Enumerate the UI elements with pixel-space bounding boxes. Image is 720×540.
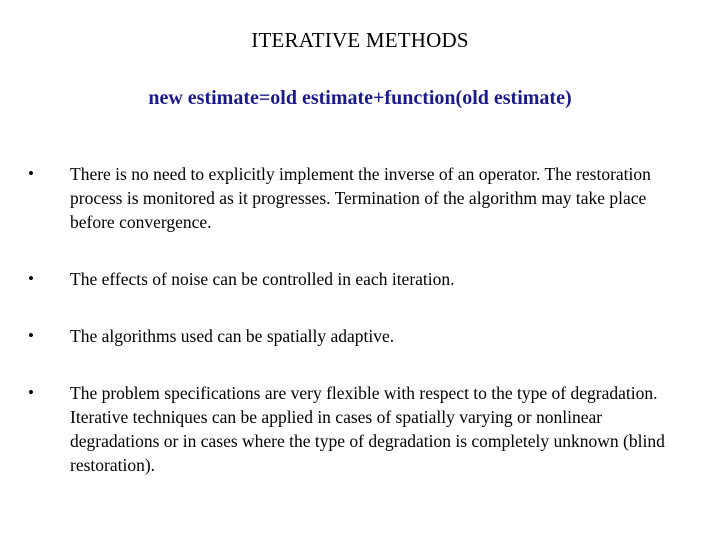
bullet-list (28, 162, 688, 477)
slide-title: ITERATIVE METHODS (251, 28, 469, 52)
bullet-item-no-inverse (28, 162, 688, 234)
bullet-item-spatially-adaptive (28, 324, 688, 348)
bullet-icon: • (28, 326, 34, 345)
update-formula: new estimate=old estimate+function(old estimate) (148, 87, 572, 109)
bullet-icon: • (28, 164, 34, 183)
bullet-item-noise-control (28, 267, 688, 291)
bullet-icon: • (28, 383, 34, 402)
bullet-item-flexible-specifications (28, 381, 688, 477)
bullet-text: The algorithms used can be spatially adaptive. (70, 326, 395, 346)
bullet-text: The effects of noise can be controlled in each iteration. (70, 269, 455, 289)
bullet-text: The problem specifications are very flexible with respect to the type of degradation. Iterative techniques can be applied in cases of spatially varying or nonlinear degradations or in cases where the type of degradation is completely unknown (blind restoration). (70, 383, 665, 475)
bullet-icon: • (28, 269, 34, 288)
bullet-text: There is no need to explicitly implement the inverse of an operator. The restoration process is monitored as it progresses. Termination of the algorithm may take place before convergence. (70, 164, 651, 232)
